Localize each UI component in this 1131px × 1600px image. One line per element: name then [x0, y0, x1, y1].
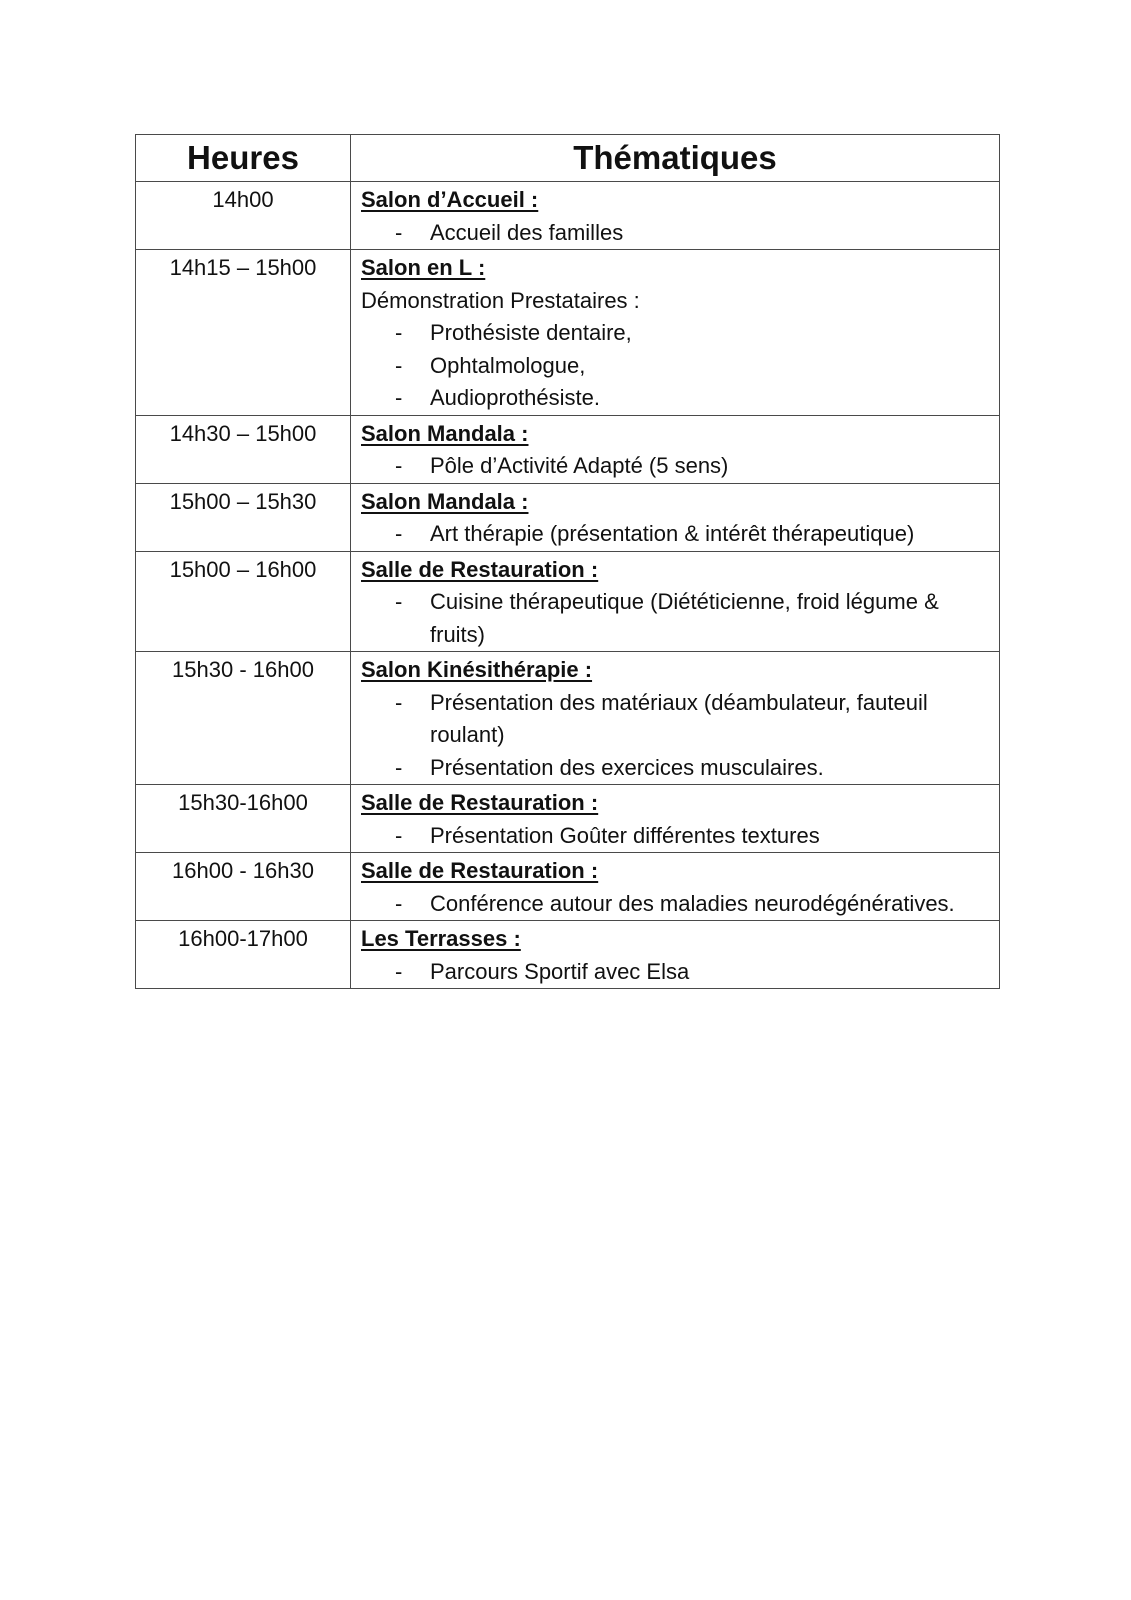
- activity-item: [361, 956, 989, 989]
- venue-label: Les Terrasses :: [361, 926, 521, 951]
- schedule-table: [135, 134, 1000, 989]
- activity-text: Parcours Sportif avec Elsa: [430, 958, 690, 984]
- dash-bullet-icon: -: [395, 320, 403, 345]
- activity-item: [361, 820, 989, 853]
- dash-bullet-icon: -: [395, 890, 403, 916]
- activity-text: Cuisine thérapeutique (Diététicienne, froid légume & fruits): [430, 589, 939, 647]
- activity-text: Prothésiste dentaire,: [430, 320, 632, 345]
- schedule-row: [136, 483, 1000, 551]
- activity-text: Présentation Goûter différentes textures: [430, 822, 820, 848]
- activity-item: [361, 350, 989, 383]
- activity-text: Conférence autour des maladies neurodégénératives.: [430, 890, 955, 916]
- venue-label: Salle de Restauration :: [361, 556, 599, 582]
- header-row: [136, 135, 1000, 182]
- schedule-body: [136, 182, 1000, 989]
- activity-item: [361, 752, 989, 785]
- theme-cell: [351, 652, 1000, 785]
- dash-bullet-icon: -: [395, 958, 403, 984]
- dash-bullet-icon: -: [395, 352, 403, 378]
- activity-text: Présentation des matériaux (déambulateur, fauteuil roulant): [430, 689, 928, 747]
- theme-cell: [351, 551, 1000, 652]
- activity-item: [361, 687, 989, 752]
- activity-list: [361, 450, 989, 483]
- activity-item: [361, 382, 989, 415]
- dash-bullet-icon: -: [395, 689, 403, 715]
- venue-label: Salle de Restauration :: [361, 858, 599, 883]
- venue-label: Salon Mandala :: [361, 488, 529, 514]
- time-cell: 16h00 - 16h30: [136, 853, 351, 921]
- dash-bullet-icon: -: [395, 521, 403, 546]
- activity-text: Audioprothésiste.: [430, 385, 600, 410]
- time-cell: 15h30 - 16h00: [136, 652, 351, 785]
- activity-text: Accueil des familles: [430, 219, 624, 245]
- theme-cell: [351, 415, 1000, 483]
- theme-cell: [351, 853, 1000, 921]
- dash-bullet-icon: -: [395, 754, 403, 780]
- time-cell: 14h00: [136, 182, 351, 250]
- activity-list: [361, 317, 989, 415]
- theme-cell: [351, 182, 1000, 250]
- dash-bullet-icon: -: [395, 822, 403, 848]
- time-cell: 16h00-17h00: [136, 921, 351, 989]
- dash-bullet-icon: -: [395, 589, 403, 614]
- activity-item: [361, 888, 989, 921]
- dash-bullet-icon: -: [395, 453, 403, 478]
- header-time: Heures: [136, 135, 351, 182]
- section-intro: Démonstration Prestataires :: [361, 287, 640, 313]
- activity-text: Présentation des exercices musculaires.: [430, 754, 824, 780]
- activity-list: [361, 217, 989, 250]
- time-cell: 15h30-16h00: [136, 785, 351, 853]
- schedule-row: [136, 250, 1000, 416]
- activity-item: [361, 317, 989, 350]
- schedule-row: [136, 853, 1000, 921]
- schedule-row: [136, 415, 1000, 483]
- schedule-row: [136, 921, 1000, 989]
- activity-list: [361, 820, 989, 853]
- theme-cell: [351, 250, 1000, 416]
- activity-list: [361, 956, 989, 989]
- schedule-row: [136, 785, 1000, 853]
- activity-item: [361, 450, 989, 483]
- activity-list: [361, 687, 989, 785]
- venue-label: Salon Kinésithérapie :: [361, 657, 593, 682]
- time-cell: 14h30 – 15h00: [136, 415, 351, 483]
- venue-label: Salon d’Accueil :: [361, 187, 539, 212]
- activity-list: [361, 888, 989, 921]
- schedule-row: [136, 551, 1000, 652]
- venue-label: Salon en L :: [361, 255, 486, 280]
- activity-item: [361, 518, 989, 551]
- activity-text: Pôle d’Activité Adapté (5 sens): [430, 453, 729, 478]
- activity-text: Art thérapie (présentation & intérêt thérapeutique): [430, 521, 915, 546]
- dash-bullet-icon: -: [395, 219, 403, 245]
- time-cell: 14h15 – 15h00: [136, 250, 351, 416]
- activity-text: Ophtalmologue,: [430, 352, 586, 378]
- theme-cell: [351, 785, 1000, 853]
- activity-item: [361, 586, 989, 651]
- dash-bullet-icon: -: [395, 385, 403, 410]
- header-theme: Thématiques: [351, 135, 1000, 182]
- schedule-row: [136, 652, 1000, 785]
- venue-label: Salon Mandala :: [361, 420, 529, 446]
- time-cell: 15h00 – 16h00: [136, 551, 351, 652]
- theme-cell: [351, 921, 1000, 989]
- time-cell: 15h00 – 15h30: [136, 483, 351, 551]
- activity-item: [361, 217, 989, 250]
- venue-label: Salle de Restauration :: [361, 790, 599, 815]
- activity-list: [361, 586, 989, 651]
- theme-cell: [351, 483, 1000, 551]
- schedule-row: [136, 182, 1000, 250]
- activity-list: [361, 518, 989, 551]
